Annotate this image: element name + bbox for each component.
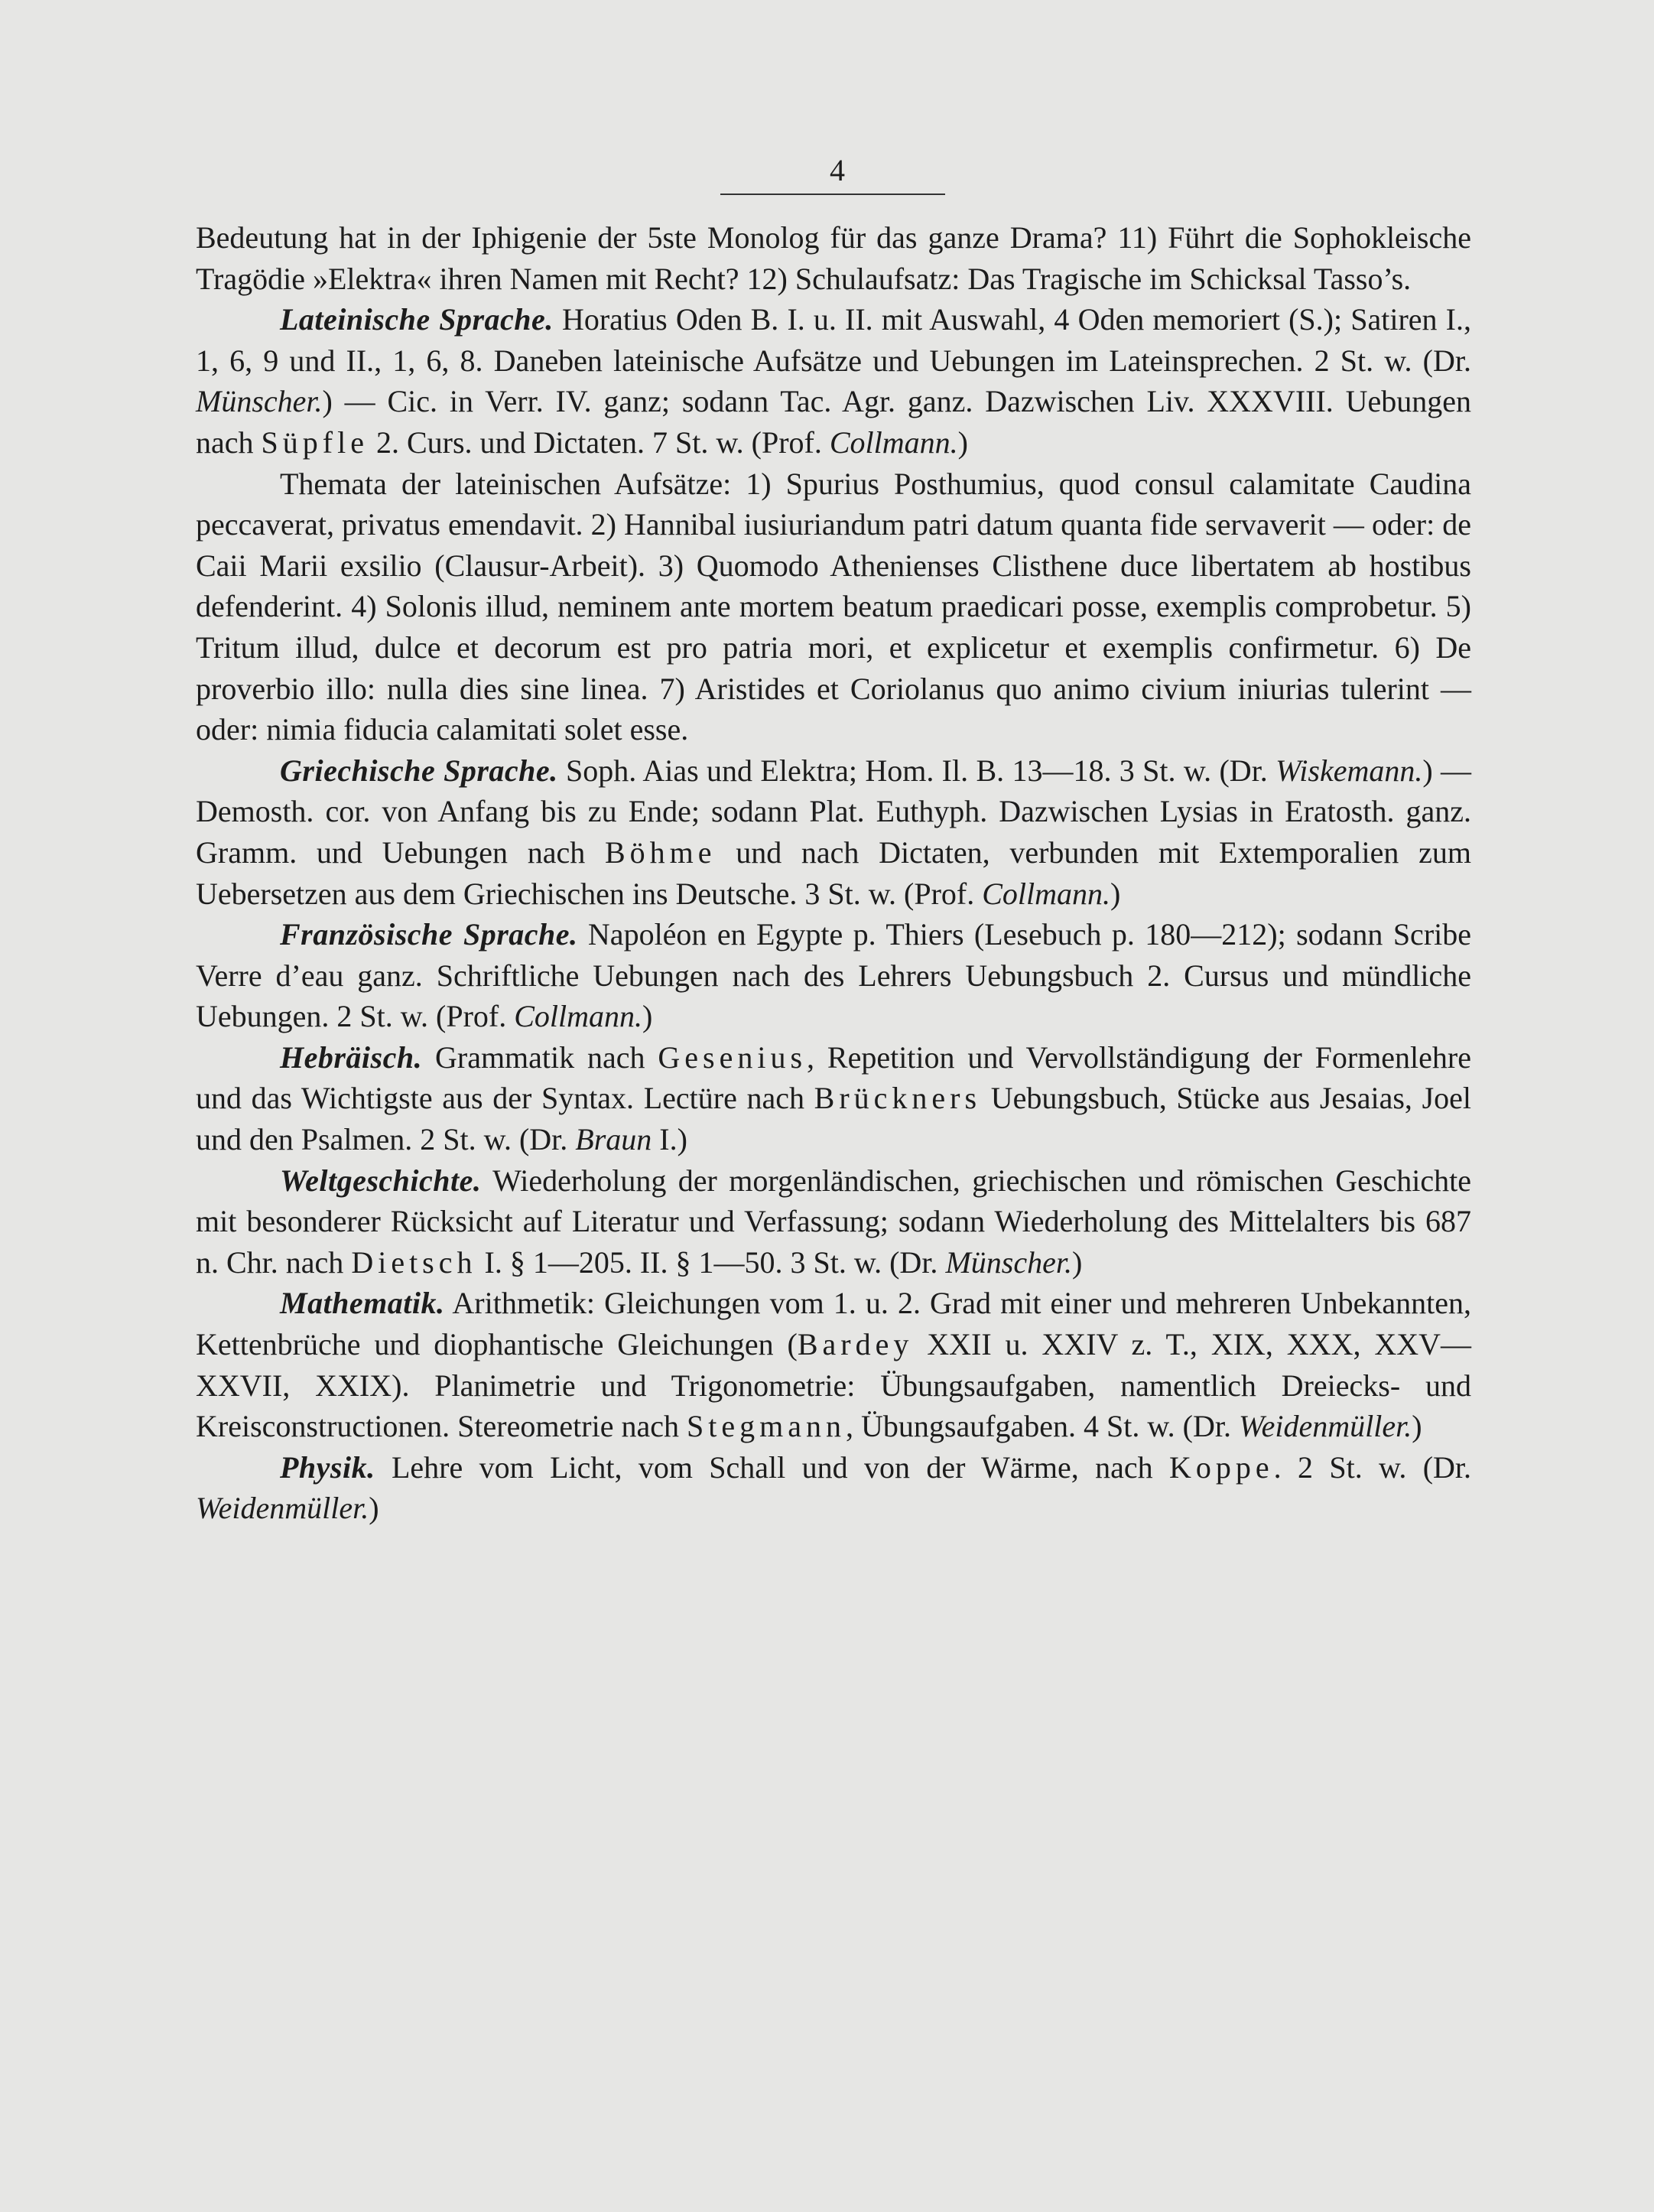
author-name: Stegmann (687, 1409, 846, 1444)
griechisch-text-1: Soph. Aias und Elektra; Hom. Il. B. 13—18. 3 St. w. (Dr. (557, 753, 1276, 788)
page-number: 4 (830, 153, 845, 187)
franzoesisch-text-2: ) (642, 999, 653, 1034)
paragraph-weltgeschichte (196, 1160, 1471, 1283)
teacher-name: Weidenmüller. (196, 1491, 369, 1526)
hebraeisch-text-2: , Repetition und Vervollständigung der Formenlehre und das Wichtigste aus der Syntax. Lectüre nach (196, 1039, 1471, 1116)
teacher-name: Collmann. (829, 425, 958, 460)
author-name: Bardey (797, 1327, 914, 1362)
teacher-name: Wiskemann. (1275, 753, 1423, 788)
franzoesisch-text-1: Napoléon en Egypte p. Thiers (Lesebuch p. 180—212); sodann Scribe Verre d’eau ganz. Schriftliche Uebungen nach des Lehrers Uebungsbuch 2. Cursus und mündliche Uebungen. 2 St. w. (Prof. (196, 917, 1472, 1034)
page-body (196, 217, 1471, 1529)
hebraeisch-text-3: Uebungsbuch, Stücke aus Jesaias, Joel und den Psalmen. 2 St. w. (Dr. (196, 1081, 1472, 1157)
section-heading-latein: Lateinische Sprache. (280, 302, 554, 337)
section-heading-franzoesisch: Französische Sprache. (280, 917, 578, 952)
teacher-name: Münscher. (945, 1244, 1072, 1280)
section-heading-mathematik: Mathematik. (280, 1286, 445, 1321)
section-heading-griechisch: Griechische Sprache. (280, 753, 558, 788)
mathematik-text-3: , Übungsaufgaben. 4 St. w. (Dr. (845, 1409, 1239, 1444)
teacher-name: Münscher. (196, 384, 323, 419)
teacher-name: Braun (575, 1122, 652, 1157)
paragraph-franzoesisch (196, 914, 1471, 1037)
mathematik-text-2: XXII u. XXIV z. T., XIX, XXX, XXV—XXVII, XXIX). Planimetrie und Trigonometrie: Übungsaufgaben, namentlich Dreiecks- und Kreisconstructionen. Stereometrie nach (196, 1327, 1471, 1444)
physik-text-2: . 2 St. w. (Dr. (1273, 1449, 1472, 1485)
mathematik-text-4: ) (1412, 1409, 1422, 1444)
paragraph-mathematik (196, 1283, 1471, 1446)
paragraph-deutsch-continued: Bedeutung hat in der Iphigenie der 5ste Monolog für das ganze Drama? 11) Führt die Sophokleische Tragödie »Elektra« ihren Namen mit Recht? 12) Schulaufsatz: Das Tragische im Schicksal Tasso’s. (196, 220, 1471, 296)
author-name: Koppe (1168, 1449, 1274, 1485)
author-name: Süpfle (261, 425, 369, 460)
author-name: Brückners (814, 1081, 982, 1116)
author-name: Böhme (604, 834, 717, 870)
teacher-name: Collmann. (982, 876, 1111, 911)
griechisch-text-2: ) — Demosth. cor. von Anfang bis zu Ende; sodann Plat. Euthyph. Dazwischen Lysias in Eratosth. ganz. Gramm. und Uebungen nach (196, 753, 1472, 870)
header-rule (720, 194, 945, 195)
section-heading-weltgeschichte: Weltgeschichte. (280, 1163, 482, 1198)
physik-text-1: Lehre vom Licht, vom Schall und von der Wärme, nach (375, 1449, 1169, 1485)
author-name: Gesenius (658, 1039, 808, 1075)
paragraph-latein-themata: Themata der lateinischen Aufsätze: 1) Spurius Posthumius, quod consul calamitate Caudina peccaverat, privatus emendavit. 2) Hannibal iusiuriandum patri datum quanta fide servaverit — oder: de Caii Marii exsilio (Clausur-Arbeit). 3) Quomodo Athenienses Clisthene duce libertatem ab hostibus defenderint. 4) Solonis illud, neminem ante mortem beatum praedicari posse, exemplis comprobetur. 5) Tritum illud, dulce et decorum est pro patria mori, et explicetur et exemplis confirmetur. 6) De proverbio illo: nulla dies sine linea. 7) Aristides et Coriolanus quo animo civium iniurias tulerint — oder: nimia fiducia calamitati solet esse. (196, 466, 1471, 747)
author-name: Dietsch (351, 1244, 477, 1280)
latein-text-4: ) (957, 425, 968, 460)
physik-text-3: ) (369, 1491, 379, 1526)
paragraph-latein (196, 299, 1471, 463)
griechisch-text-3: und nach Dictaten, verbunden mit Extemporalien zum Uebersetzen aus dem Griechischen ins Deutsche. 3 St. w. (Prof. (196, 834, 1472, 911)
hebraeisch-text-1: Grammatik nach (422, 1039, 658, 1075)
section-heading-hebraeisch: Hebräisch. (280, 1039, 423, 1075)
weltgeschichte-text-2: I. § 1—205. II. § 1—50. 3 St. w. (Dr. (476, 1244, 946, 1280)
section-heading-physik: Physik. (280, 1449, 375, 1485)
latein-text-1: Horatius Oden B. I. u. II. mit Auswahl, 4 Oden memoriert (S.); Satiren I., 1, 6, 9 und II., 1, 6, 8. Daneben lateinische Aufsätze und Uebungen im Lateinsprechen. 2 St. w. (Dr. (196, 302, 1471, 378)
paragraph-hebraeisch (196, 1037, 1471, 1160)
paragraph-physik (196, 1447, 1471, 1529)
weltgeschichte-text-3: ) (1071, 1244, 1083, 1280)
teacher-name: Collmann. (514, 999, 643, 1034)
hebraeisch-text-4: I.) (652, 1122, 687, 1157)
paragraph-griechisch (196, 750, 1471, 914)
griechisch-text-4: ) (1110, 876, 1121, 911)
latein-text-3: 2. Curs. und Dictaten. 7 St. w. (Prof. (368, 425, 830, 460)
mathematik-text-1: Arithmetik: Gleichungen vom 1. u. 2. Grad mit einer und mehreren Unbekannten, Kettenbrüche und diophantische Gleichungen ( (196, 1286, 1471, 1362)
latein-text-2: ) — Cic. in Verr. IV. ganz; sodann Tac. Agr. ganz. Dazwischen Liv. XXXVIII. Uebungen nach (196, 384, 1471, 460)
teacher-name: Weidenmüller. (1239, 1409, 1412, 1444)
weltgeschichte-text-1: Wiederholung der morgenländischen, griechischen und römischen Geschichte mit besonderer Rücksicht auf Literatur und Verfassung; sodann Wiederholung des Mittelalters bis 687 n. Chr. nach (196, 1163, 1471, 1280)
